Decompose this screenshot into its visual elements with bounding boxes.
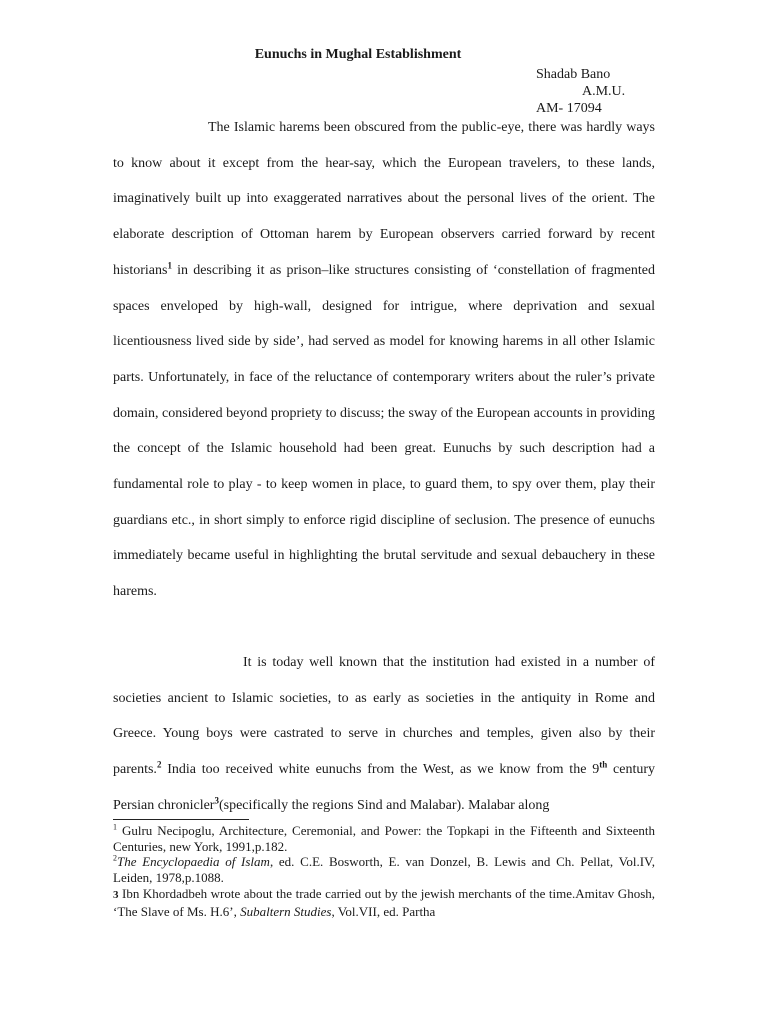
- paragraph-2-text-b: India too received white eunuchs from the West, as we know from the 9: [161, 762, 600, 778]
- footnote-2: [113, 854, 655, 885]
- paragraph-2-text-a: It is today well known that the institution had existed in a number of societies ancient to Islamic societies, to as early as societies in the antiquity in Rome and Greece. Young boys were castrated to serve in churches and temples, given also by their parents.: [113, 655, 655, 778]
- footnote-2-text: , ed. C.E. Bosworth, E. van Donzel, B. Lewis and Ch. Pellat, Vol.IV, Leiden, 1978,p.1088.: [113, 854, 655, 885]
- footnote-mark-3: 3: [113, 889, 119, 902]
- footnote-3: [113, 886, 655, 919]
- paragraph-2-text-c: century Persian chronicler: [113, 762, 655, 813]
- paragraph-2-text-d: (specifically the regions Sind and Malabar). Malabar along: [218, 797, 550, 813]
- footnote-3-text-b: , Vol.VII, ed. Partha: [331, 903, 436, 919]
- footnote-separator: [113, 819, 249, 820]
- footnote-ref-1: 1: [167, 260, 172, 271]
- paragraph-1-text-b: in describing it as prison–like structures consisting of ‘constellation of fragmented spaces enveloped by high-wall, designed for intrigue, where deprivation and sexual licentiousness lived side by side’, had served as model for knowing harems in all other Islamic parts. Unfortunately, in face of the reluctance of contemporary writers about the ruler’s private domain, considered beyond propriety to discuss; the sway of the European accounts in providing the concept of the Islamic household had been great. Eunuchs by such description had a fundamental role to play - to keep women in place, to guard them, to spy over them, play their guardians etc., in short simply to enforce rigid discipline of seclusion. The presence of eunuchs immediately became useful in highlighting the brutal servitude and sexual debauchery in these harems.: [113, 262, 655, 600]
- paragraph-2: [113, 645, 655, 824]
- author-id: AM- 17094: [536, 101, 602, 116]
- footnotes: [113, 823, 655, 920]
- author-name: Shadab Bano: [536, 67, 611, 82]
- superscript-th: th: [599, 759, 608, 770]
- footnote-1-text: Gulru Necipoglu, Architecture, Ceremonial, and Power: the Topkapi in the Fifteenth and Sixteenth Centuries, new York, 1991,p.182.: [113, 823, 655, 854]
- paragraph-1-text-a: The Islamic harems been obscured from the public-eye, there was hardly ways to know about it except from the hear-say, which the European travelers, to these lands, imaginatively built up into exaggerated narratives about the personal lives of the orient. The elaborate description of Ottoman harem by European observers carried forward by recent historians: [113, 120, 655, 278]
- paragraph-1: [113, 110, 655, 610]
- document-title: Eunuchs in Mughal Establishment: [254, 47, 462, 62]
- footnote-2-title: The Encyclopaedia of Islam: [117, 854, 270, 870]
- author-affiliation: A.M.U.: [582, 84, 626, 99]
- footnote-3-text-a: Ibn Khordadbeh wrote about the trade carried out by the jewish merchants of the time.Amitav Ghosh, ‘The Slave of Ms. H.6’,: [113, 886, 655, 919]
- footnote-mark-2: 2: [113, 853, 117, 863]
- footnote-ref-3: 3: [214, 795, 219, 806]
- footnote-ref-2: 2: [156, 759, 162, 770]
- footnote-3-title: Subaltern Studies: [240, 903, 332, 919]
- footnote-mark-1: 1: [113, 822, 117, 832]
- footnote-1: [113, 823, 655, 854]
